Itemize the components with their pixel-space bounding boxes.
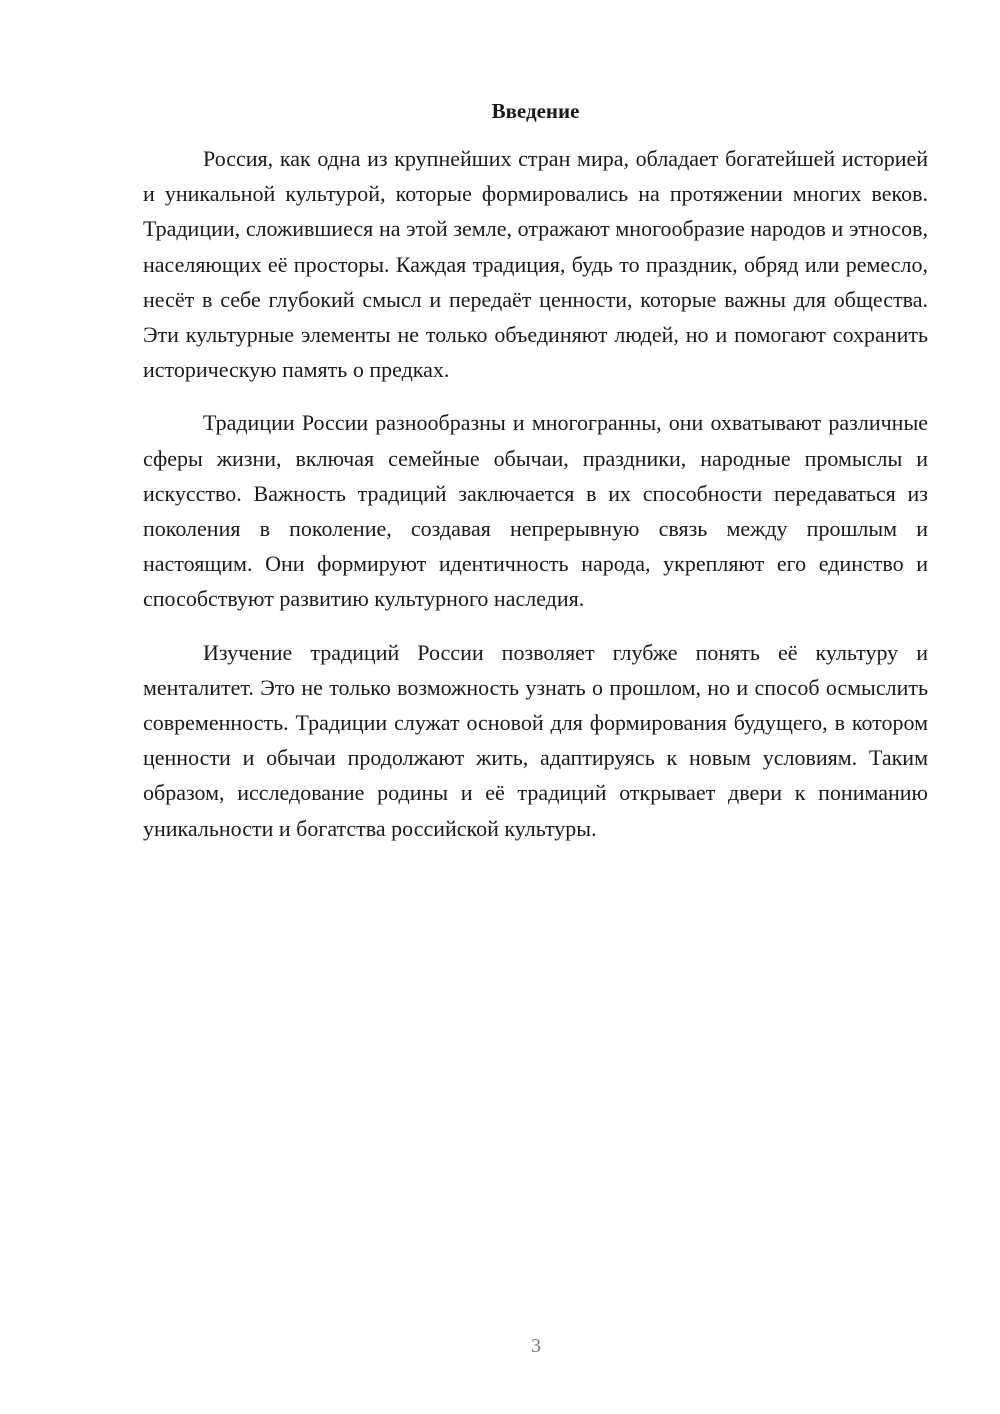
body-text <box>143 141 928 846</box>
page-number: 3 <box>531 1335 541 1357</box>
paragraph-2: Традиции России разнообразны и многогранны, они охватывают различные сферы жизни, включая семейные обычаи, праздники, народные промыслы и искусство. Важность традиций заключается в их способности передаваться из поколения в поколение, создавая непрерывную связь между прошлым и настоящим. Они формируют идентичность народа, укрепляют его единство и способствуют развитию культурного наследия. <box>143 410 928 612</box>
section-heading: Введение <box>491 99 580 123</box>
paragraph-3: Изучение традиций России позволяет глубже понять её культуру и менталитет. Это не только возможность узнать о прошлом, но и способ осмыслить современность. Традиции служат основой для формирования будущего, в котором ценности и обычаи продолжают жить, адаптируясь к новым условиям. Таким образом, исследование родины и её традиций открывает двери к пониманию уникальности и богатства российской культуры. <box>143 639 928 841</box>
paragraph-1: Россия, как одна из крупнейших стран мира, обладает богатейшей историей и уникальной культурой, которые формировались на протяжении многих веков. Традиции, сложившиеся на этой земле, отражают многообразие народов и этносов, населяющих её просторы. Каждая традиция, будь то праздник, обряд или ремесло, несёт в себе глубокий смысл и передаёт ценности, которые важны для общества. Эти культурные элементы не только объединяют людей, но и помогают сохранить историческую память о предках. <box>143 146 928 383</box>
